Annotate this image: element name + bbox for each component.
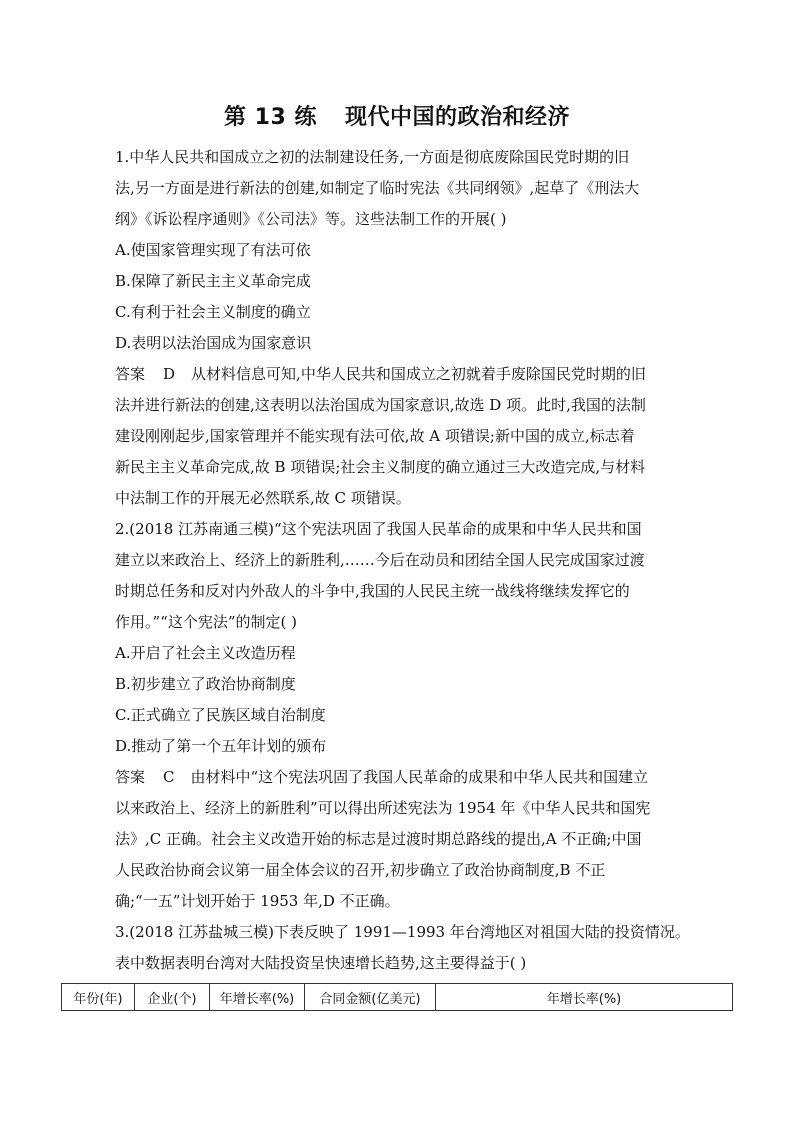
document-body bbox=[115, 142, 690, 979]
question-2-option-a: A.开启了社会主义改造历程 bbox=[115, 644, 296, 662]
answer-label: 答案 bbox=[115, 768, 146, 786]
table-header-cell: 年增长率(%) bbox=[436, 984, 733, 1011]
table-header-row bbox=[62, 984, 733, 1011]
question-3-stem-line: 表中数据表明台湾对大陆投资呈快速增长趋势,这主要得益于( ) bbox=[115, 954, 527, 972]
analysis-line: 建设刚刚起步,国家管理并不能实现有法可依,故 A 项错误;新中国的成立,标志着 bbox=[115, 427, 635, 445]
question-2 bbox=[115, 514, 690, 917]
answer-key: D bbox=[163, 365, 176, 383]
title-main: 现代中国的政治和经济 bbox=[344, 105, 570, 130]
question-1-option-a: A.使国家管理实现了有法可依 bbox=[115, 241, 311, 259]
title-prefix: 第 13 练 bbox=[224, 105, 317, 130]
question-2-option-b: B.初步建立了政治协商制度 bbox=[115, 675, 296, 693]
table-header-cell: 年增长率(%) bbox=[210, 984, 305, 1011]
analysis-line: 从材料信息可知,中华人民共和国成立之初就着手废除国民党时期的旧 bbox=[191, 365, 646, 383]
page-title bbox=[0, 100, 794, 136]
answer-key: C bbox=[163, 768, 175, 786]
question-3 bbox=[115, 917, 690, 979]
table-header-cell: 企业(个) bbox=[135, 984, 210, 1011]
question-1-option-d: D.表明以法治国成为国家意识 bbox=[115, 334, 312, 352]
analysis-line: 确;“一五”计划开始于 1953 年,D 不正确。 bbox=[115, 892, 400, 910]
analysis-line: 以来政治上、经济上的新胜利”可以得出所述宪法为 1954 年《中华人民共和国宪 bbox=[115, 799, 651, 817]
analysis-line: 新民主主义革命完成,故 B 项错误;社会主义制度的确立通过三大改造完成,与材料 bbox=[115, 458, 646, 476]
answer-label: 答案 bbox=[115, 365, 146, 383]
question-2-stem-line: 建立以来政治上、经济上的新胜利,……今后在动员和团结全国人民完成国家过渡 bbox=[115, 551, 645, 569]
analysis-line: 人民政治协商会议第一届全体会议的召开,初步确立了政治协商制度,B 不正 bbox=[115, 861, 606, 879]
table-header-cell: 年份(年) bbox=[62, 984, 135, 1011]
analysis-line: 中法制工作的开展无必然联系,故 C 项错误。 bbox=[115, 489, 411, 507]
question-1-stem-line: 1.中华人民共和国成立之初的法制建设任务,一方面是彻底废除国民党时期的旧 bbox=[115, 148, 630, 166]
investment-table bbox=[61, 983, 733, 1011]
question-2-answer bbox=[115, 762, 690, 793]
question-1-answer bbox=[115, 359, 690, 390]
question-3-stem-line: 3.(2018 江苏盐城三模)下表反映了 1991—1993 年台湾地区对祖国大陆的投资情况。 bbox=[115, 923, 690, 941]
analysis-line: 由材料中“这个宪法巩固了我国人民革命的成果和中华人民共和国建立 bbox=[190, 768, 649, 786]
question-2-stem-line: 时期总任务和反对内外敌人的斗争中,我国的人民民主统一战线将继续发挥它的 bbox=[115, 582, 630, 600]
question-2-option-c: C.正式确立了民族区域自治制度 bbox=[115, 706, 326, 724]
question-2-stem-line: 作用。”“这个宪法”的制定( ) bbox=[115, 613, 297, 631]
analysis-line: 法》,C 正确。社会主义改造开始的标志是过渡时期总路线的提出,A 不正确;中国 bbox=[115, 830, 642, 848]
question-2-stem-line: 2.(2018 江苏南通三模)“这个宪法巩固了我国人民革命的成果和中华人民共和国 bbox=[115, 520, 642, 538]
question-1-option-c: C.有利于社会主义制度的确立 bbox=[115, 303, 311, 321]
table-header-cell: 合同金额(亿美元) bbox=[305, 984, 436, 1011]
question-1-stem-line: 法,另一方面是进行新法的创建,如制定了临时宪法《共同纲领》,起草了《刑法大 bbox=[115, 179, 640, 197]
question-2-option-d: D.推动了第一个五年计划的颁布 bbox=[115, 737, 327, 755]
question-1-option-b: B.保障了新民主主义革命完成 bbox=[115, 272, 311, 290]
analysis-line: 法并进行新法的创建,这表明以法治国成为国家意识,故选 D 项。此时,我国的法制 bbox=[115, 396, 646, 414]
question-1 bbox=[115, 142, 690, 514]
question-1-stem-line: 纲》《诉讼程序通则》《公司法》等。这些法制工作的开展( ) bbox=[115, 210, 507, 228]
